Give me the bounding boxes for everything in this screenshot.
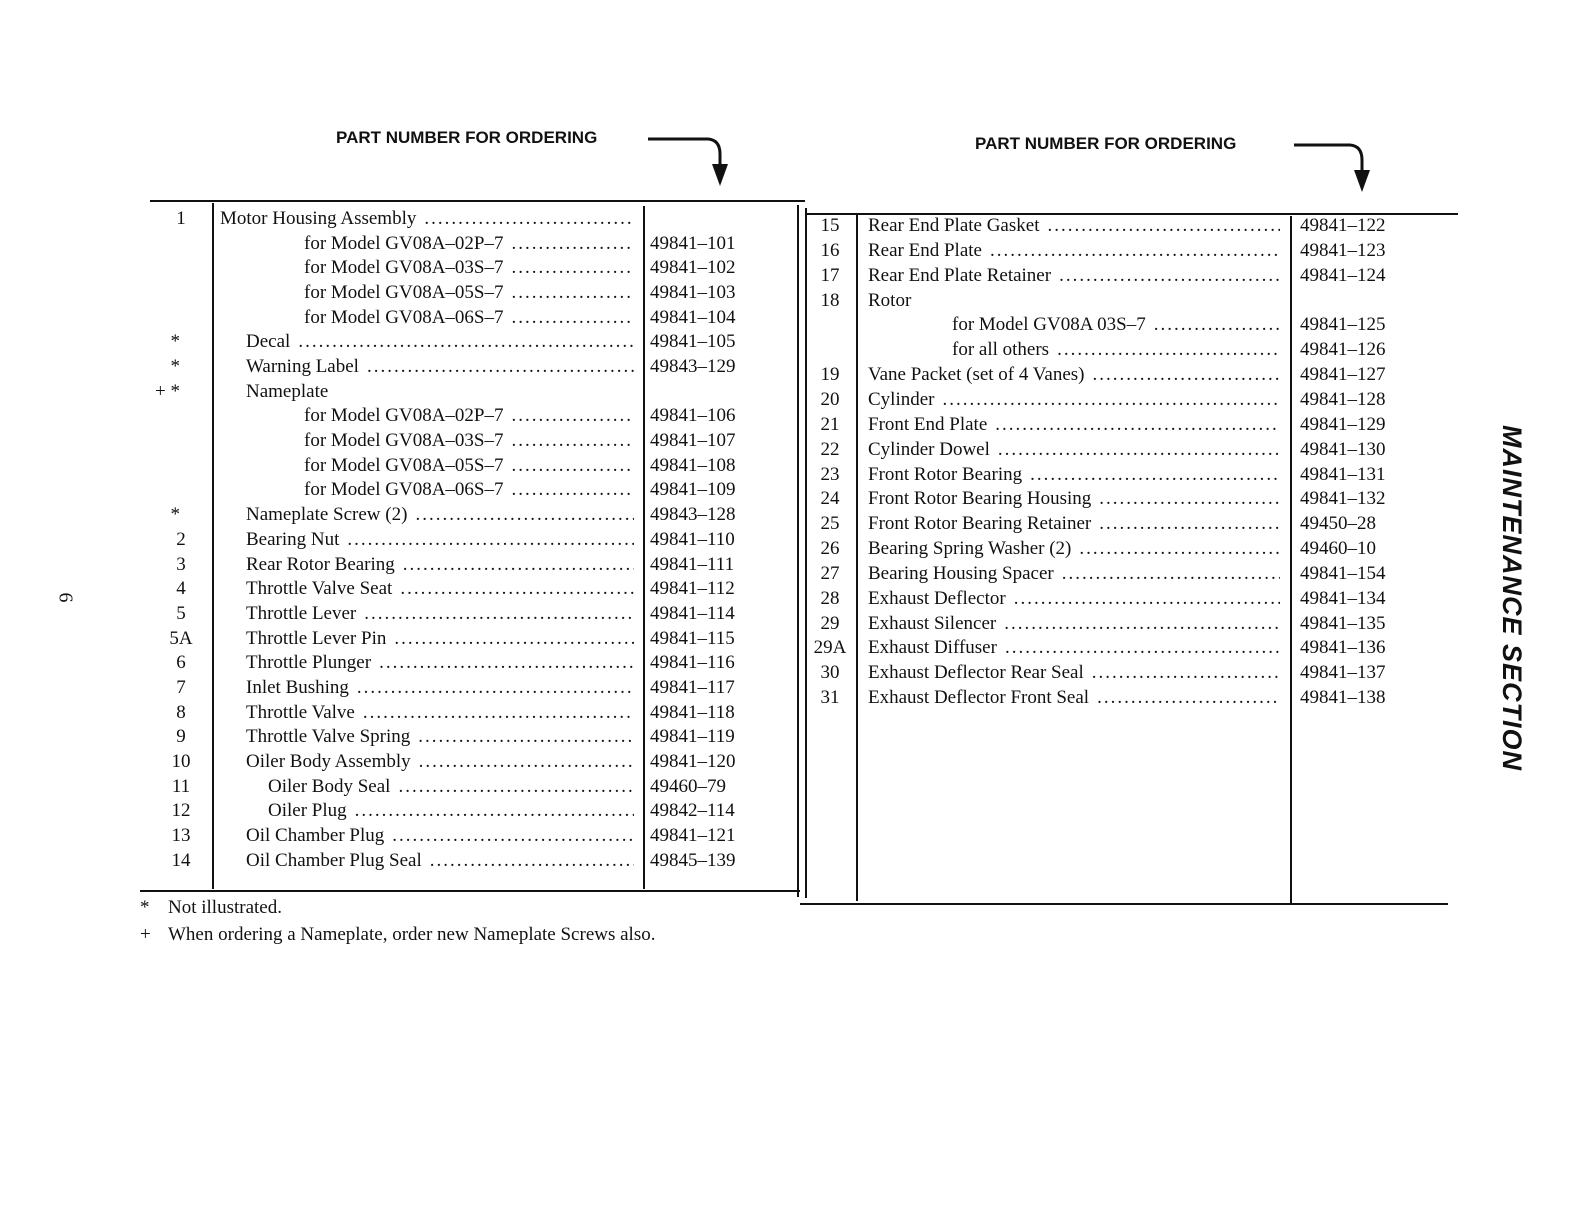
leader-dots <box>357 675 634 701</box>
leader-dots <box>347 527 634 553</box>
row-part-number: 49841–101 <box>650 232 736 254</box>
row-description <box>246 601 640 627</box>
row-description <box>868 362 1286 388</box>
leader-dots <box>1093 362 1281 388</box>
row-description-text: for Model GV08A–02P–7 <box>304 232 504 254</box>
row-description-text: Front End Plate <box>868 413 988 435</box>
row-ref-number: 10 <box>171 750 191 772</box>
footnote-symbol: * <box>140 897 150 918</box>
row-description <box>868 437 1286 463</box>
row-part-number: 49841–154 <box>1300 562 1386 584</box>
row-part-number: 49841–135 <box>1300 612 1386 634</box>
row-description <box>246 848 640 874</box>
row-description <box>220 206 640 232</box>
row-description <box>868 288 1286 314</box>
leader-dots <box>512 403 635 429</box>
row-description <box>268 774 640 800</box>
footnote <box>140 924 655 946</box>
left-column-header: PART NUMBER FOR ORDERING <box>336 128 598 147</box>
row-part-number: 49841–119 <box>650 726 735 748</box>
row-ref-number: 29A <box>813 637 847 659</box>
row-description-text: for all others <box>952 339 1050 361</box>
row-description <box>868 263 1286 289</box>
leader-dots <box>363 700 634 726</box>
leader-dots <box>424 206 634 232</box>
row-description-text: Nameplate Screw (2) <box>246 504 408 526</box>
row-ref-number: 13 <box>171 825 191 846</box>
row-part-number: 49841–107 <box>650 430 736 452</box>
row-part-number: 49841–111 <box>650 553 735 575</box>
row-description <box>304 428 640 454</box>
row-part-number: 49843–129 <box>650 356 736 378</box>
row-ref-number: 14 <box>171 849 191 871</box>
row-ref-number: 31 <box>820 687 840 709</box>
row-part-number: 49841–132 <box>1300 488 1386 510</box>
row-description <box>246 724 640 750</box>
row-description-text: Throttle Lever <box>246 602 357 624</box>
row-part-number: 49841–138 <box>1300 687 1386 709</box>
leader-dots <box>1014 586 1280 612</box>
row-description-text: Bearing Spring Washer (2) <box>868 538 1072 560</box>
row-description-text: Front Rotor Bearing <box>868 463 1023 485</box>
row-description-text: for Model GV08A–02P–7 <box>304 405 504 427</box>
table-bottom-rule <box>800 903 1448 905</box>
row-part-number: 49460–79 <box>650 775 726 797</box>
row-part-number: 49842–114 <box>650 800 735 822</box>
row-description <box>868 635 1286 661</box>
row-part-number: 49841–127 <box>1300 364 1386 386</box>
row-description <box>952 312 1286 338</box>
row-description <box>246 650 640 676</box>
row-part-number: 49841–137 <box>1300 662 1386 684</box>
row-description <box>246 749 640 775</box>
row-description-text: Inlet Bushing <box>246 676 349 698</box>
row-description <box>952 337 1286 363</box>
row-part-number: 49841–112 <box>650 578 735 600</box>
row-part-number: 49845–139 <box>650 849 736 871</box>
table-top-rule <box>150 200 805 202</box>
row-description <box>868 561 1286 587</box>
row-description-text: Vane Packet (set of 4 Vanes) <box>868 364 1085 386</box>
row-description-text: Exhaust Deflector <box>868 587 1006 609</box>
row-description-text: for Model GV08A–06S–7 <box>304 306 504 328</box>
row-description <box>868 586 1286 612</box>
row-ref-number: 20 <box>820 388 840 410</box>
row-description-text: Oiler Body Assembly <box>246 750 411 772</box>
leader-dots <box>355 798 634 824</box>
row-description-text: Front Rotor Bearing Retainer <box>868 513 1092 535</box>
footnote <box>140 897 282 919</box>
row-description-text: Rear Rotor Bearing <box>246 553 395 575</box>
row-description <box>868 536 1286 562</box>
row-description <box>868 611 1286 637</box>
row-description-text: Cylinder Dowel <box>868 438 990 460</box>
row-description-text: Throttle Plunger <box>246 652 372 674</box>
table-bottom-rule <box>140 890 800 892</box>
arrow-down-icon <box>1292 140 1382 196</box>
row-description <box>304 305 640 331</box>
leader-dots <box>512 428 635 454</box>
row-ref-number: 29 <box>820 612 840 634</box>
leader-dots <box>1154 312 1280 338</box>
leader-dots <box>415 502 634 528</box>
row-description-text: Throttle Valve Spring <box>246 726 411 748</box>
leader-dots <box>512 255 635 281</box>
column-rule <box>643 206 645 889</box>
section-title: MAINTENANCE SECTION <box>1497 425 1527 772</box>
leader-dots <box>512 305 635 331</box>
row-part-number: 49841–128 <box>1300 388 1386 410</box>
footnote-text: When ordering a Nameplate, order new Nameplate Screws also. <box>168 924 656 945</box>
leader-dots <box>1004 611 1280 637</box>
row-ref-number: 16 <box>820 239 840 261</box>
row-description-text: for Model GV08A–06S–7 <box>304 479 504 501</box>
leader-dots <box>1099 486 1280 512</box>
row-description-text: Nameplate <box>246 380 329 402</box>
footnote-text: Not illustrated. <box>168 897 282 918</box>
row-part-number: 49841–105 <box>650 331 736 353</box>
leader-dots <box>1057 337 1280 363</box>
leader-dots <box>418 724 634 750</box>
row-part-number: 49841–108 <box>650 454 736 476</box>
row-description-text: for Model GV08A 03S–7 <box>952 314 1146 336</box>
row-part-number: 49841–110 <box>650 528 735 550</box>
row-part-number: 49841–129 <box>1300 413 1386 435</box>
leader-dots <box>394 626 634 652</box>
row-part-number: 49843–128 <box>650 504 736 526</box>
row-ref-number: 15 <box>820 215 840 236</box>
row-description-text: Throttle Valve Seat <box>246 578 393 600</box>
row-part-number: 49841–109 <box>650 479 736 501</box>
leader-dots <box>379 650 634 676</box>
leader-dots <box>998 437 1280 463</box>
row-part-number: 49841–117 <box>650 676 735 698</box>
row-ref-number: 8 <box>176 701 186 723</box>
row-part-number: 49841–121 <box>650 825 736 846</box>
row-part-number: 49841–120 <box>650 750 736 772</box>
leader-dots <box>1047 213 1280 239</box>
row-description-text: Rear End Plate Retainer <box>868 264 1052 286</box>
row-description-text: for Model GV08A–05S–7 <box>304 454 504 476</box>
page-number: 6 <box>54 592 77 603</box>
row-description <box>868 213 1286 239</box>
row-description-text: Exhaust Deflector Rear Seal <box>868 662 1084 684</box>
row-ref-number: 27 <box>820 562 840 584</box>
leader-dots <box>419 749 634 775</box>
row-part-number: 49841–125 <box>1300 314 1386 336</box>
row-description <box>868 387 1286 413</box>
leader-dots <box>512 280 635 306</box>
row-part-number: 49841–123 <box>1300 239 1386 261</box>
row-part-number: 49841–130 <box>1300 438 1386 460</box>
row-ref-number: 21 <box>820 413 840 435</box>
row-ref-number: 5 <box>176 602 186 624</box>
row-ref-number: 23 <box>820 463 840 485</box>
row-ref-number: 26 <box>820 538 840 560</box>
row-description-text: Exhaust Deflector Front Seal <box>868 687 1090 709</box>
row-description <box>246 379 640 405</box>
row-description <box>868 660 1286 686</box>
row-part-number: 49841–122 <box>1300 215 1386 236</box>
row-description-text: Oiler Plug <box>268 800 347 822</box>
row-ref-number: 28 <box>820 587 840 609</box>
row-description-text: Bearing Nut <box>246 528 340 550</box>
column-rule <box>856 213 858 901</box>
leader-dots <box>995 412 1280 438</box>
row-ref-number: 18 <box>820 289 840 311</box>
leader-dots <box>1059 263 1280 289</box>
row-description-text: for Model GV08A–03S–7 <box>304 430 504 452</box>
row-part-number: 49841–118 <box>650 701 735 723</box>
row-ref-number: 3 <box>176 553 186 575</box>
leader-dots <box>1097 685 1280 711</box>
leader-dots <box>1092 660 1280 686</box>
row-part-number: 49841–115 <box>650 627 735 649</box>
row-ref-number: 6 <box>176 652 186 674</box>
leader-dots <box>943 387 1281 413</box>
row-part-number: 49450–28 <box>1300 513 1376 535</box>
leader-dots <box>1099 511 1280 537</box>
row-description <box>868 412 1286 438</box>
leader-dots <box>1005 635 1280 661</box>
row-mark: * <box>170 331 180 353</box>
row-part-number: 49841–106 <box>650 405 736 427</box>
row-mark: * <box>170 356 180 378</box>
row-description <box>304 453 640 479</box>
row-part-number: 49841–104 <box>650 306 736 328</box>
row-description <box>868 238 1286 264</box>
row-description-text: Oil Chamber Plug <box>246 825 385 846</box>
leader-dots <box>392 823 634 849</box>
leader-dots <box>403 552 634 578</box>
leader-dots <box>398 774 634 800</box>
row-description <box>868 511 1286 537</box>
leader-dots <box>1030 462 1280 488</box>
leader-dots <box>1079 536 1280 562</box>
leader-dots <box>990 238 1280 264</box>
row-description-text: for Model GV08A–05S–7 <box>304 282 504 304</box>
row-description-text: for Model GV08A–03S–7 <box>304 257 504 279</box>
row-description <box>246 823 640 849</box>
row-ref-number: 4 <box>176 578 186 600</box>
row-description <box>304 477 640 503</box>
row-description <box>868 685 1286 711</box>
row-description <box>246 527 640 553</box>
row-ref-number: 17 <box>820 264 840 286</box>
row-description-text: Front Rotor Bearing Housing <box>868 488 1092 510</box>
row-ref-number: 9 <box>176 726 186 748</box>
row-description <box>246 552 640 578</box>
row-ref-number: 24 <box>820 488 840 510</box>
row-description <box>246 576 640 602</box>
leader-dots <box>512 231 635 257</box>
row-part-number: 49841–102 <box>650 257 736 279</box>
row-description <box>304 280 640 306</box>
row-description-text: Exhaust Silencer <box>868 612 997 634</box>
row-ref-number: 25 <box>820 513 840 535</box>
row-description <box>246 329 640 355</box>
row-description-text: Warning Label <box>246 356 359 378</box>
row-description-text: Throttle Valve <box>246 701 355 723</box>
column-rule <box>212 203 214 889</box>
row-description-text: Rotor <box>868 289 912 311</box>
row-description-text: Cylinder <box>868 388 935 410</box>
row-part-number: 49841–103 <box>650 282 736 304</box>
column-rule <box>1290 216 1292 904</box>
row-part-number: 49841–136 <box>1300 637 1386 659</box>
row-description-text: Rear End Plate <box>868 239 982 261</box>
row-description-text: Bearing Housing Spacer <box>868 562 1054 584</box>
leader-dots <box>298 329 634 355</box>
row-part-number: 49841–124 <box>1300 264 1386 286</box>
leader-dots <box>512 453 635 479</box>
row-ref-number: 11 <box>171 775 191 797</box>
row-description-text: Oil Chamber Plug Seal <box>246 849 422 871</box>
row-ref-number: 19 <box>820 364 840 386</box>
row-description <box>268 798 640 824</box>
column-rule <box>805 208 807 898</box>
leader-dots <box>512 477 635 503</box>
leader-dots <box>430 848 634 874</box>
row-description <box>868 486 1286 512</box>
row-part-number: 49841–131 <box>1300 463 1386 485</box>
row-description <box>304 255 640 281</box>
row-description <box>868 462 1286 488</box>
footnote-symbol: + <box>140 924 151 945</box>
row-description-text: Oiler Body Seal <box>268 775 391 797</box>
row-description-text: Throttle Lever Pin <box>246 627 387 649</box>
row-mark: + * <box>155 380 180 402</box>
column-rule <box>797 205 799 897</box>
row-description <box>246 675 640 701</box>
row-description <box>304 403 640 429</box>
right-column-header: PART NUMBER FOR ORDERING <box>975 134 1237 153</box>
row-description <box>246 700 640 726</box>
row-mark: * <box>170 504 180 526</box>
row-ref-number: 22 <box>820 438 840 460</box>
row-description-text: Decal <box>246 331 291 353</box>
row-part-number: 49841–126 <box>1300 339 1386 361</box>
row-ref-number: 7 <box>176 676 186 698</box>
leader-dots <box>400 576 634 602</box>
row-part-number: 49460–10 <box>1300 538 1376 560</box>
row-ref-number: 1 <box>176 208 186 229</box>
row-ref-number: 30 <box>820 662 840 684</box>
row-description-text: Exhaust Diffuser <box>868 637 997 659</box>
row-part-number: 49841–134 <box>1300 587 1386 609</box>
row-description <box>246 354 640 380</box>
row-description <box>246 626 640 652</box>
row-ref-number: 2 <box>176 528 186 550</box>
row-ref-number: 12 <box>171 800 191 822</box>
leader-dots <box>367 354 634 380</box>
row-description <box>246 502 640 528</box>
arrow-down-icon <box>646 134 736 190</box>
row-part-number: 49841–116 <box>650 652 735 674</box>
row-description-text: Motor Housing Assembly <box>220 208 417 229</box>
leader-dots <box>1062 561 1280 587</box>
row-description-text: Rear End Plate Gasket <box>868 215 1040 236</box>
leader-dots <box>364 601 634 627</box>
row-part-number: 49841–114 <box>650 602 735 624</box>
row-ref-number: 5A <box>169 627 193 649</box>
row-description <box>304 231 640 257</box>
